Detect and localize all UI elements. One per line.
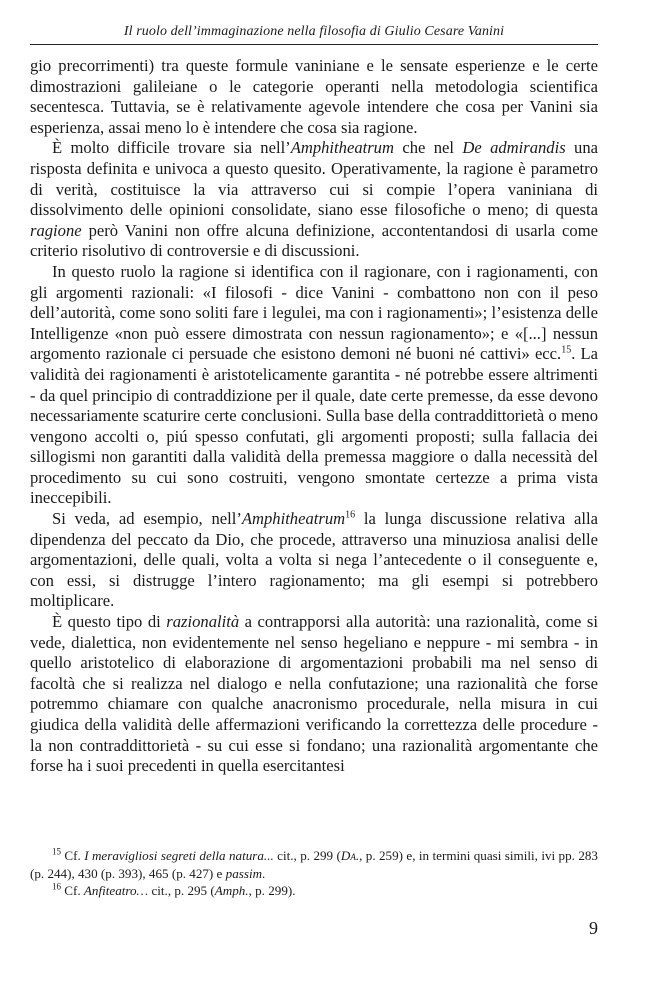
p2-part-e: una risposta definita e univoca a questo quesito. Operativamente, la ragione è parametro di verità, costituisce la via attraverso cui si compie l’opera vaniniana di dissolvimento delle opinioni consolidate, siano esse filosofiche o meno; di questa (30, 138, 599, 220)
fn15-e: , p. 259) e, in termini quasi simili, ivi pp. 283 (p. 244), 430 (p. 393), 465 (p. 427) e (30, 848, 598, 881)
p2-word-ragione: ragione (30, 220, 82, 240)
fn15-g: . (262, 865, 266, 881)
footnote-16-number: 16 (52, 881, 61, 892)
paragraph-4 (30, 509, 598, 612)
p4-part-a: Si veda, ad esempio, nell’ (52, 509, 242, 529)
p2-title-amphitheatrum: Amphitheatrum (290, 138, 394, 158)
p5-part-c: a contrapporsi alla autorità: una razionalità, come si vede, dialettica, non evidentemente nel senso hegeliano e neppure - mi sembra - in quello aristotelico di elaborazione di argomentazioni probabili ma nel senso di facoltà che si realizza nel dialogo e nella confutazione; una razionalità che forse potremmo chiamare con qualche anacronismo procedurale, nella misura in cui giudica della validità delle affermazioni verificando la correttezza delle procedure - la non contraddittorietà - su cui esse si fondano; una razionalità argomentante che forse ha i suoi precedenti in quella esercitantesi (30, 612, 598, 776)
fn15-abbrev: Da. (340, 848, 360, 863)
fn16-abbrev: Amph. (214, 883, 249, 898)
p2-part-g: però Vanini non offre alcuna definizione, accontentandosi di usarla come criterio risolutivo di controversie e di discussioni. (30, 220, 598, 261)
running-head-title: Il ruolo dell’immaginazione nella filosofia di Giulio Cesare Vanini (123, 24, 505, 39)
fn15-a: Cf. (61, 848, 85, 863)
fn15-passim: passim (225, 865, 263, 881)
p3-part-a: In questo ruolo la ragione si identifica con il ragionare, con i ragionamenti, con gli argomenti razionali: «I filosofi - dice Vanini - combattono non con il peso dell’autorità, come sono soliti fare i legulei, ma con i ragionamenti»; l’esistenza delle Intelligenze «non può essere dimostrata con nessun ragionamento»; e «[...] nessun argomento razionale ci persuade che esistono demoni né buoni né cattivi» ecc. (30, 261, 598, 364)
fn15-c: cit., p. 299 ( (273, 848, 341, 863)
paragraph-1 (30, 56, 598, 138)
footnotes (30, 847, 598, 900)
paragraph-2 (30, 138, 598, 262)
p2-title-de-admirandis: De admirandis (462, 138, 566, 158)
footnote-ref-16[interactable]: 16 (345, 509, 356, 521)
fn16-e: , p. 299). (248, 883, 296, 898)
footnote-15 (30, 847, 598, 882)
p5-part-a: È questo tipo di (52, 612, 167, 632)
p2-part-c: che nel (393, 138, 463, 158)
p4-title-amphitheatrum: Amphitheatrum (241, 509, 346, 529)
footnote-15-number: 15 (52, 846, 61, 857)
paragraph-1-text: gio precorrimenti) tra queste formule vaniniane e le sensate esperienze e le certe dimostrazioni galileiane o le categorie operanti nella metodologia scientifica secentesca. Tuttavia, se è relativamente agevole intendere che cosa per Vanini sia esperienza, assai meno lo è intendere che cosa sia ragione. (30, 56, 598, 137)
fn15-title: I meravigliosi segreti della natura... (84, 848, 274, 863)
page-number: 9 (589, 918, 598, 938)
footnote-ref-15[interactable]: 15 (561, 344, 572, 356)
p5-word-razionalita: razionalità (166, 612, 240, 632)
paragraph-3 (30, 262, 598, 509)
fn16-title: Anfiteatro… (83, 883, 149, 898)
p2-part-a: È molto difficile trovare sia nell’ (52, 138, 291, 158)
fn16-c: cit., p. 295 ( (148, 883, 215, 898)
p3-part-b: . La validità dei ragionamenti è aristotelicamente garantita - né potrebbe essere altrimenti - da quel principio di contraddizione per il quale, date certe premesse, da esse devono necessariamente scaturire certe conclusioni. Sulla base della contraddittorietà o meno vengono accolti o, piú spesso confutati, gli argomenti proposti; sulla fallacia dei sillogismi non garantiti dalla validità della premessa maggiore o dalla necessità del procedimento su cui sono costruiti, vengono smontate certezze a prima vista ineccepibili. (30, 344, 598, 508)
body-text (30, 56, 598, 777)
p4-part-c: la lunga discussione relativa alla dipendenza del peccato da Dio, che procede, attraverso una minuziosa analisi delle argomentazioni, delle quali, volta a volta si nega l’antecedente o il conseguente e, con essi, si distrugge l’intero ragionamento; ma gli esempi si potrebbero moltiplicare. (30, 509, 598, 611)
paragraph-5 (30, 612, 598, 777)
header-rule (30, 44, 598, 45)
fn16-a: Cf. (61, 883, 84, 898)
footnote-16 (30, 882, 598, 900)
